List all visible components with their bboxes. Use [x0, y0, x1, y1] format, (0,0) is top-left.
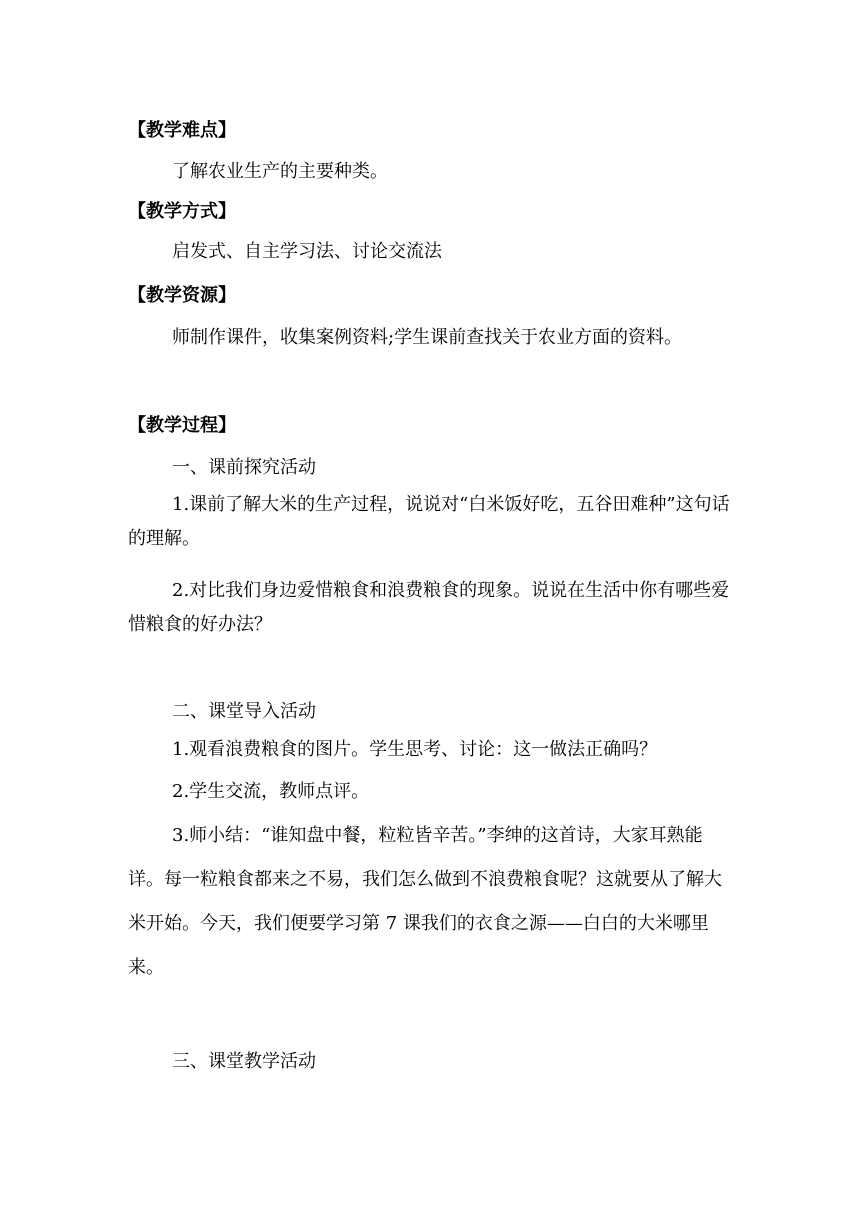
resources-text: 师制作课件，收集案例资料;学生课前查找关于农业方面的资料。 — [172, 327, 683, 348]
part2-title: 二、课堂导入活动 — [172, 701, 316, 722]
heading-teaching-difficulty: 【教学难点】 — [128, 120, 236, 141]
heading-teaching-method: 【教学方式】 — [128, 201, 236, 222]
part1-item1: 1.课前了解大米的生产过程，说说对“白米饭好吃，五谷田难种”这句话的理解。 — [128, 494, 730, 549]
difficulty-text: 了解农业生产的主要种类。 — [172, 161, 388, 182]
part1-item2: 2.对比我们身边爱惜粮食和浪费粮食的现象。说说在生活中你有哪些爱惜粮食的好办法？ — [128, 580, 730, 635]
heading-teaching-process: 【教学过程】 — [128, 415, 236, 436]
part2-item2: 2.学生交流，教师点评。 — [172, 781, 370, 802]
method-text: 启发式、自主学习法、讨论交流法 — [172, 241, 442, 262]
part2-item1: 1.观看浪费粮食的图片。学生思考、讨论：这一做法正确吗？ — [172, 739, 658, 760]
part2-item3: 3.师小结：“谁知盘中餐，粒粒皆辛苦。”李绅的这首诗，大家耳熟能详。每一粒粮食都来之不易，我们怎么做到不浪费粮食呢？这就要从了解大米开始。今天，我们便要学习第 7 课我们的衣食之源——白白的大米哪里来。 — [128, 825, 722, 978]
heading-teaching-resources: 【教学资源】 — [128, 285, 236, 306]
part1-title: 一、课前探究活动 — [172, 457, 316, 478]
part3-title: 三、课堂教学活动 — [172, 1051, 316, 1072]
